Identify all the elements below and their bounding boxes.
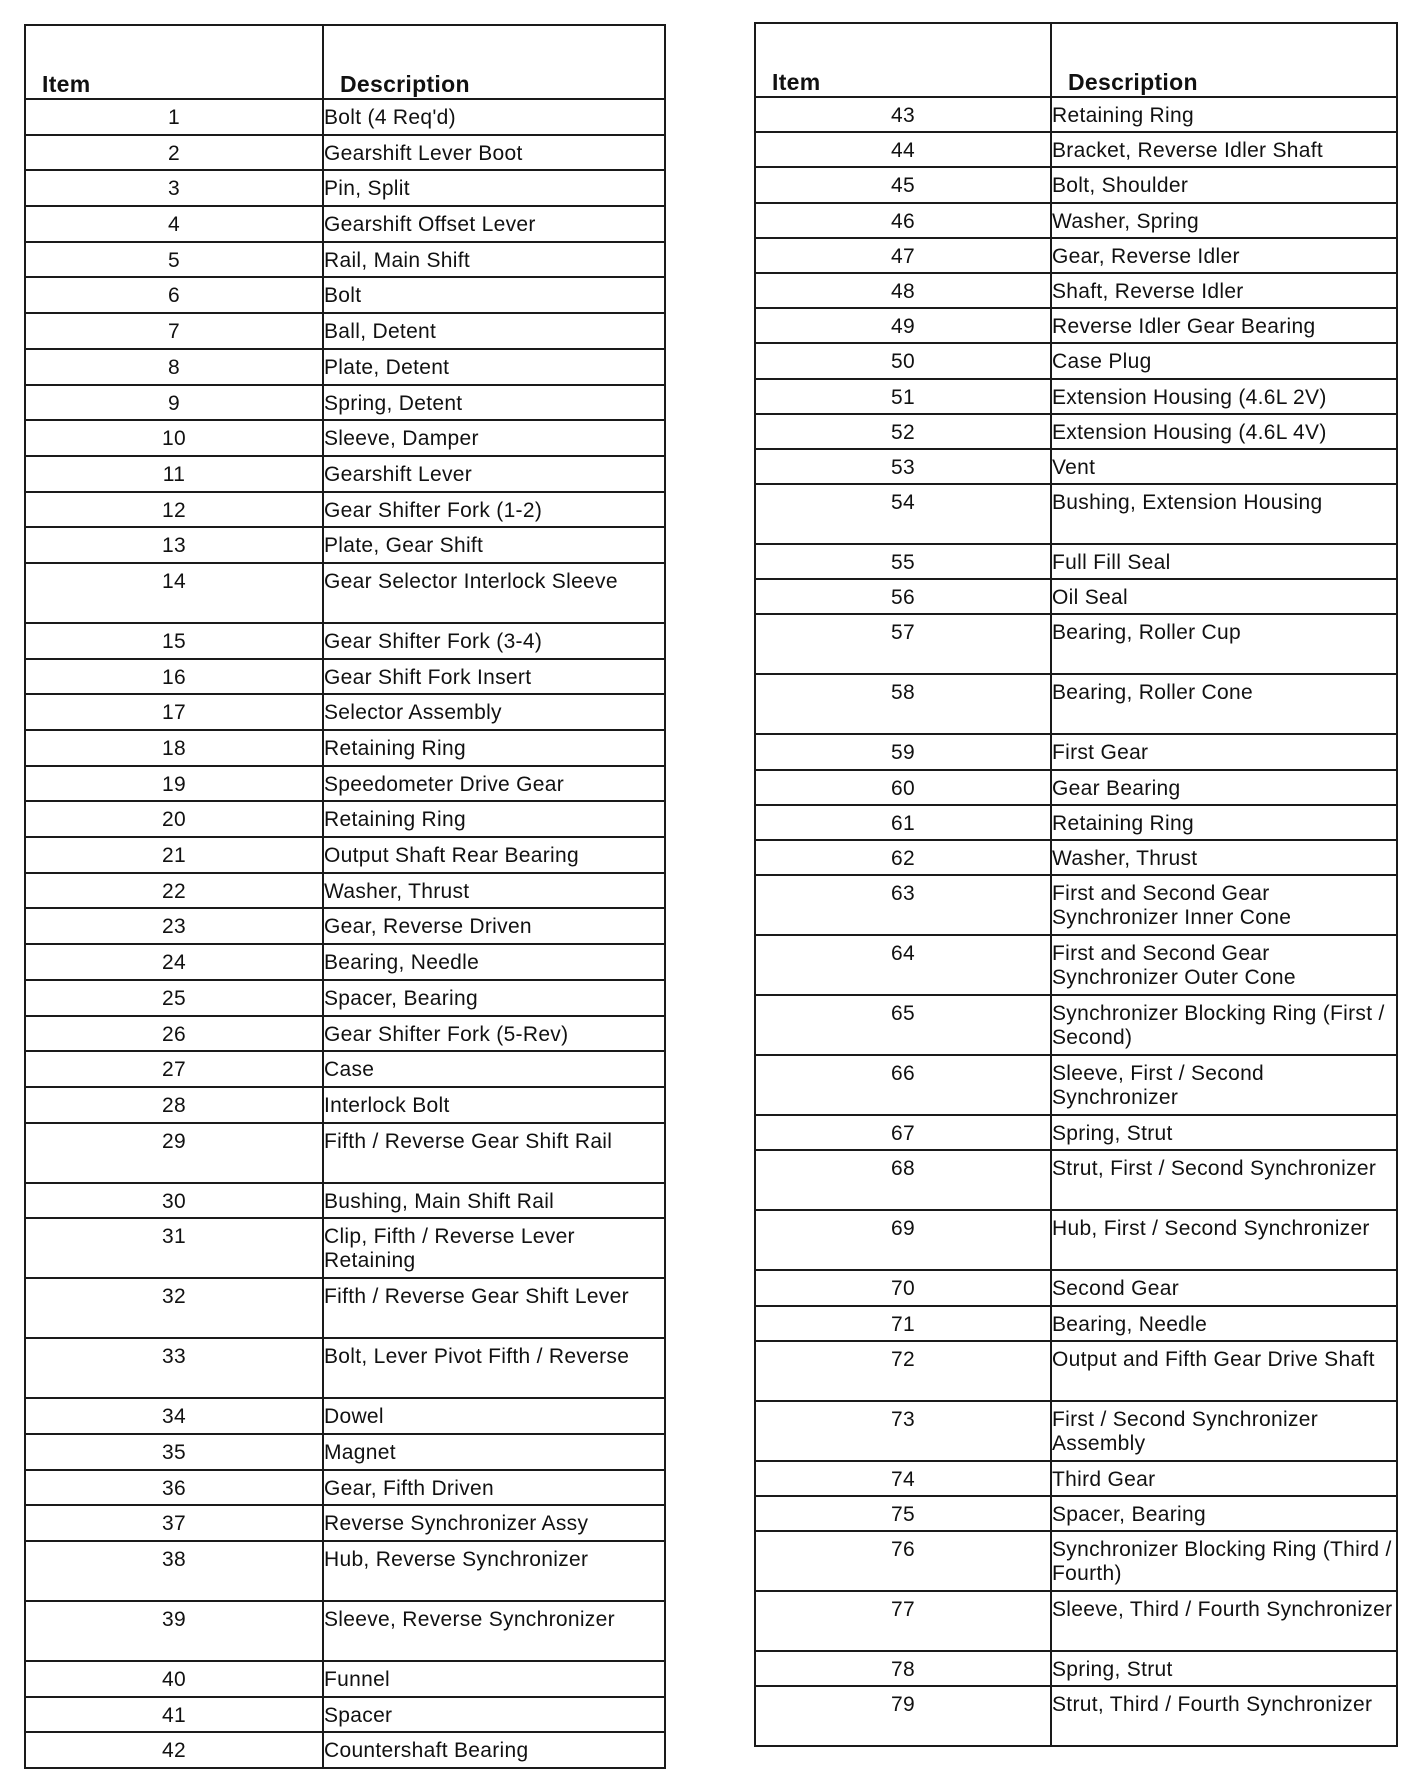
table-row bbox=[25, 1398, 665, 1434]
item-description: Bushing, Main Shift Rail bbox=[323, 1183, 665, 1219]
item-number: 25 bbox=[25, 980, 323, 1016]
item-description: First / Second Synchronizer Assembly bbox=[1051, 1401, 1397, 1461]
table-row bbox=[755, 1496, 1397, 1531]
item-number: 37 bbox=[25, 1505, 323, 1541]
item-description: Gear Selector Interlock Sleeve bbox=[323, 563, 665, 623]
item-description: Synchronizer Blocking Ring (First / Second) bbox=[1051, 995, 1397, 1055]
item-description: Extension Housing (4.6L 2V) bbox=[1051, 379, 1397, 414]
item-description: Gear Bearing bbox=[1051, 770, 1397, 805]
table-row bbox=[755, 614, 1397, 674]
item-description: Gear, Reverse Idler bbox=[1051, 238, 1397, 273]
table-row bbox=[25, 135, 665, 171]
item-number: 4 bbox=[25, 206, 323, 242]
item-number: 72 bbox=[755, 1341, 1051, 1401]
table-row bbox=[755, 1270, 1397, 1305]
column-header-item: Item bbox=[755, 23, 1051, 97]
item-number: 38 bbox=[25, 1541, 323, 1601]
table-row bbox=[755, 1306, 1397, 1341]
item-number: 6 bbox=[25, 277, 323, 313]
item-description: Washer, Spring bbox=[1051, 203, 1397, 238]
item-number: 31 bbox=[25, 1218, 323, 1278]
item-description: Synchronizer Blocking Ring (Third / Fourth) bbox=[1051, 1531, 1397, 1591]
item-number: 18 bbox=[25, 730, 323, 766]
item-description: Retaining Ring bbox=[1051, 97, 1397, 132]
item-description: Gear, Reverse Driven bbox=[323, 908, 665, 944]
item-number: 15 bbox=[25, 623, 323, 659]
table-row bbox=[755, 1115, 1397, 1150]
table-row bbox=[755, 544, 1397, 579]
item-number: 54 bbox=[755, 484, 1051, 544]
item-description: Oil Seal bbox=[1051, 579, 1397, 614]
table-row bbox=[755, 238, 1397, 273]
item-number: 27 bbox=[25, 1051, 323, 1087]
table-row bbox=[25, 1505, 665, 1541]
item-description: Output Shaft Rear Bearing bbox=[323, 837, 665, 873]
item-number: 9 bbox=[25, 385, 323, 421]
item-number: 60 bbox=[755, 770, 1051, 805]
table-row bbox=[755, 97, 1397, 132]
item-description: Hub, First / Second Synchronizer bbox=[1051, 1210, 1397, 1270]
item-number: 23 bbox=[25, 908, 323, 944]
item-number: 14 bbox=[25, 563, 323, 623]
item-description: Shaft, Reverse Idler bbox=[1051, 273, 1397, 308]
item-number: 61 bbox=[755, 805, 1051, 840]
item-number: 77 bbox=[755, 1591, 1051, 1651]
item-number: 52 bbox=[755, 414, 1051, 449]
table-row bbox=[25, 837, 665, 873]
item-description: Spring, Strut bbox=[1051, 1651, 1397, 1686]
table-row bbox=[755, 1591, 1397, 1651]
item-description: Funnel bbox=[323, 1661, 665, 1697]
table-row bbox=[25, 170, 665, 206]
item-number: 51 bbox=[755, 379, 1051, 414]
table-row bbox=[755, 995, 1397, 1055]
item-number: 68 bbox=[755, 1150, 1051, 1210]
item-description: Sleeve, Damper bbox=[323, 420, 665, 456]
item-number: 16 bbox=[25, 659, 323, 695]
item-number: 22 bbox=[25, 873, 323, 909]
item-description: Second Gear bbox=[1051, 1270, 1397, 1305]
item-number: 74 bbox=[755, 1461, 1051, 1496]
table-row bbox=[755, 1686, 1397, 1746]
item-description: Fifth / Reverse Gear Shift Rail bbox=[323, 1123, 665, 1183]
item-description: Full Fill Seal bbox=[1051, 544, 1397, 579]
item-description: Dowel bbox=[323, 1398, 665, 1434]
table-row bbox=[25, 456, 665, 492]
item-number: 57 bbox=[755, 614, 1051, 674]
item-number: 41 bbox=[25, 1697, 323, 1733]
item-number: 8 bbox=[25, 349, 323, 385]
item-description: Washer, Thrust bbox=[323, 873, 665, 909]
item-number: 21 bbox=[25, 837, 323, 873]
item-description: Retaining Ring bbox=[323, 801, 665, 837]
table-row bbox=[25, 944, 665, 980]
table-row bbox=[25, 1183, 665, 1219]
table-row bbox=[25, 908, 665, 944]
table-row bbox=[755, 167, 1397, 202]
parts-table-right bbox=[754, 22, 1398, 1747]
item-number: 43 bbox=[755, 97, 1051, 132]
item-number: 69 bbox=[755, 1210, 1051, 1270]
table-row bbox=[755, 805, 1397, 840]
item-description: Case Plug bbox=[1051, 343, 1397, 378]
table-row bbox=[25, 420, 665, 456]
column-header-description: Description bbox=[323, 25, 665, 99]
item-description: Gear Shifter Fork (3-4) bbox=[323, 623, 665, 659]
item-number: 62 bbox=[755, 840, 1051, 875]
item-description: Gearshift Lever Boot bbox=[323, 135, 665, 171]
table-row bbox=[25, 1016, 665, 1052]
table-row bbox=[755, 1531, 1397, 1591]
table-row bbox=[755, 308, 1397, 343]
item-number: 36 bbox=[25, 1470, 323, 1506]
table-row bbox=[25, 1338, 665, 1398]
item-description: Spacer, Bearing bbox=[1051, 1496, 1397, 1531]
item-number: 5 bbox=[25, 242, 323, 278]
item-description: Spacer, Bearing bbox=[323, 980, 665, 1016]
table-row bbox=[25, 385, 665, 421]
item-description: Vent bbox=[1051, 449, 1397, 484]
item-description: Bearing, Roller Cup bbox=[1051, 614, 1397, 674]
item-description: Clip, Fifth / Reverse Lever Retaining bbox=[323, 1218, 665, 1278]
table-row bbox=[755, 1401, 1397, 1461]
item-number: 59 bbox=[755, 734, 1051, 769]
table-row bbox=[25, 980, 665, 1016]
item-description: Gearshift Offset Lever bbox=[323, 206, 665, 242]
table-row bbox=[755, 875, 1397, 935]
item-number: 10 bbox=[25, 420, 323, 456]
item-description: Magnet bbox=[323, 1434, 665, 1470]
item-number: 75 bbox=[755, 1496, 1051, 1531]
item-number: 50 bbox=[755, 343, 1051, 378]
item-description: Ball, Detent bbox=[323, 313, 665, 349]
table-row bbox=[755, 840, 1397, 875]
table-row bbox=[25, 349, 665, 385]
item-description: First and Second Gear Synchronizer Inner Cone bbox=[1051, 875, 1397, 935]
item-description: Fifth / Reverse Gear Shift Lever bbox=[323, 1278, 665, 1338]
item-number: 30 bbox=[25, 1183, 323, 1219]
item-description: First Gear bbox=[1051, 734, 1397, 769]
table-row bbox=[755, 770, 1397, 805]
table-row bbox=[25, 1601, 665, 1661]
item-description: Reverse Idler Gear Bearing bbox=[1051, 308, 1397, 343]
item-description: Bearing, Needle bbox=[1051, 1306, 1397, 1341]
item-number: 17 bbox=[25, 694, 323, 730]
item-description: Third Gear bbox=[1051, 1461, 1397, 1496]
table-row bbox=[25, 277, 665, 313]
item-description: First and Second Gear Synchronizer Outer Cone bbox=[1051, 935, 1397, 995]
table-row bbox=[755, 414, 1397, 449]
table-row bbox=[25, 492, 665, 528]
table-row bbox=[25, 1087, 665, 1123]
table-row bbox=[25, 659, 665, 695]
table-row bbox=[25, 1434, 665, 1470]
item-description: Spring, Strut bbox=[1051, 1115, 1397, 1150]
item-number: 55 bbox=[755, 544, 1051, 579]
item-description: Selector Assembly bbox=[323, 694, 665, 730]
item-number: 67 bbox=[755, 1115, 1051, 1150]
table-row bbox=[25, 1697, 665, 1733]
table-row bbox=[25, 1661, 665, 1697]
item-number: 11 bbox=[25, 456, 323, 492]
item-number: 33 bbox=[25, 1338, 323, 1398]
table-row bbox=[755, 1210, 1397, 1270]
table-row bbox=[25, 1541, 665, 1601]
table-row bbox=[25, 527, 665, 563]
item-number: 45 bbox=[755, 167, 1051, 202]
item-description: Sleeve, Reverse Synchronizer bbox=[323, 1601, 665, 1661]
item-description: Speedometer Drive Gear bbox=[323, 766, 665, 802]
item-description: Washer, Thrust bbox=[1051, 840, 1397, 875]
item-number: 70 bbox=[755, 1270, 1051, 1305]
parts-table-left bbox=[24, 24, 666, 1769]
table-row bbox=[755, 1150, 1397, 1210]
item-description: Plate, Detent bbox=[323, 349, 665, 385]
item-description: Strut, Third / Fourth Synchronizer bbox=[1051, 1686, 1397, 1746]
item-number: 26 bbox=[25, 1016, 323, 1052]
table-row bbox=[755, 343, 1397, 378]
item-description: Case bbox=[323, 1051, 665, 1087]
item-number: 56 bbox=[755, 579, 1051, 614]
table-row bbox=[755, 203, 1397, 238]
table-row bbox=[755, 1461, 1397, 1496]
table-row bbox=[25, 1732, 665, 1768]
table-row bbox=[25, 730, 665, 766]
table-row bbox=[25, 206, 665, 242]
table-row bbox=[25, 1470, 665, 1506]
item-description: Gear Shifter Fork (5-Rev) bbox=[323, 1016, 665, 1052]
item-description: Strut, First / Second Synchronizer bbox=[1051, 1150, 1397, 1210]
item-number: 7 bbox=[25, 313, 323, 349]
item-number: 44 bbox=[755, 132, 1051, 167]
item-description: Spring, Detent bbox=[323, 385, 665, 421]
table-row bbox=[25, 1051, 665, 1087]
item-number: 78 bbox=[755, 1651, 1051, 1686]
item-description: Rail, Main Shift bbox=[323, 242, 665, 278]
item-number: 63 bbox=[755, 875, 1051, 935]
item-description: Retaining Ring bbox=[323, 730, 665, 766]
item-number: 12 bbox=[25, 492, 323, 528]
table-header-row bbox=[755, 23, 1397, 97]
item-description: Hub, Reverse Synchronizer bbox=[323, 1541, 665, 1601]
item-number: 32 bbox=[25, 1278, 323, 1338]
item-description: Interlock Bolt bbox=[323, 1087, 665, 1123]
item-number: 79 bbox=[755, 1686, 1051, 1746]
table-row bbox=[25, 623, 665, 659]
item-description: Gear, Fifth Driven bbox=[323, 1470, 665, 1506]
item-number: 29 bbox=[25, 1123, 323, 1183]
item-description: Output and Fifth Gear Drive Shaft bbox=[1051, 1341, 1397, 1401]
item-description: Bracket, Reverse Idler Shaft bbox=[1051, 132, 1397, 167]
item-number: 46 bbox=[755, 203, 1051, 238]
item-description: Sleeve, Third / Fourth Synchronizer bbox=[1051, 1591, 1397, 1651]
item-description: Bolt, Shoulder bbox=[1051, 167, 1397, 202]
table-row bbox=[755, 484, 1397, 544]
table-row bbox=[25, 313, 665, 349]
table-row bbox=[25, 1218, 665, 1278]
item-number: 1 bbox=[25, 99, 323, 135]
item-description: Pin, Split bbox=[323, 170, 665, 206]
item-number: 66 bbox=[755, 1055, 1051, 1115]
item-number: 39 bbox=[25, 1601, 323, 1661]
item-number: 24 bbox=[25, 944, 323, 980]
item-description: Bolt, Lever Pivot Fifth / Reverse bbox=[323, 1338, 665, 1398]
item-description: Bearing, Roller Cone bbox=[1051, 674, 1397, 734]
table-row bbox=[755, 579, 1397, 614]
item-description: Gear Shifter Fork (1-2) bbox=[323, 492, 665, 528]
item-number: 76 bbox=[755, 1531, 1051, 1591]
table-row bbox=[25, 694, 665, 730]
item-number: 47 bbox=[755, 238, 1051, 273]
table-row bbox=[25, 242, 665, 278]
item-description: Retaining Ring bbox=[1051, 805, 1397, 840]
item-description: Bolt (4 Req'd) bbox=[323, 99, 665, 135]
item-number: 65 bbox=[755, 995, 1051, 1055]
item-number: 58 bbox=[755, 674, 1051, 734]
table-row bbox=[25, 766, 665, 802]
item-number: 49 bbox=[755, 308, 1051, 343]
column-header-description: Description bbox=[1051, 23, 1397, 97]
item-number: 2 bbox=[25, 135, 323, 171]
item-description: Countershaft Bearing bbox=[323, 1732, 665, 1768]
item-description: Spacer bbox=[323, 1697, 665, 1733]
table-row bbox=[755, 1341, 1397, 1401]
item-number: 28 bbox=[25, 1087, 323, 1123]
item-description: Bushing, Extension Housing bbox=[1051, 484, 1397, 544]
item-description: Bolt bbox=[323, 277, 665, 313]
item-description: Sleeve, First / Second Synchronizer bbox=[1051, 1055, 1397, 1115]
item-description: Extension Housing (4.6L 4V) bbox=[1051, 414, 1397, 449]
table-header-row bbox=[25, 25, 665, 99]
item-number: 64 bbox=[755, 935, 1051, 995]
item-number: 13 bbox=[25, 527, 323, 563]
item-description: Bearing, Needle bbox=[323, 944, 665, 980]
item-description: Plate, Gear Shift bbox=[323, 527, 665, 563]
item-number: 20 bbox=[25, 801, 323, 837]
table-row bbox=[755, 1651, 1397, 1686]
item-description: Gearshift Lever bbox=[323, 456, 665, 492]
table-row bbox=[755, 935, 1397, 995]
item-number: 53 bbox=[755, 449, 1051, 484]
item-description: Gear Shift Fork Insert bbox=[323, 659, 665, 695]
item-number: 42 bbox=[25, 1732, 323, 1768]
table-row bbox=[25, 1123, 665, 1183]
table-row bbox=[25, 563, 665, 623]
column-header-item: Item bbox=[25, 25, 323, 99]
table-row bbox=[755, 1055, 1397, 1115]
item-description: Reverse Synchronizer Assy bbox=[323, 1505, 665, 1541]
table-row bbox=[755, 379, 1397, 414]
item-number: 3 bbox=[25, 170, 323, 206]
item-number: 35 bbox=[25, 1434, 323, 1470]
table-row bbox=[25, 801, 665, 837]
table-row bbox=[25, 873, 665, 909]
item-number: 34 bbox=[25, 1398, 323, 1434]
table-row bbox=[755, 674, 1397, 734]
item-number: 19 bbox=[25, 766, 323, 802]
item-number: 73 bbox=[755, 1401, 1051, 1461]
table-row bbox=[25, 1278, 665, 1338]
table-row bbox=[755, 273, 1397, 308]
item-number: 40 bbox=[25, 1661, 323, 1697]
item-number: 71 bbox=[755, 1306, 1051, 1341]
table-row bbox=[25, 99, 665, 135]
table-row bbox=[755, 734, 1397, 769]
table-row bbox=[755, 449, 1397, 484]
table-row bbox=[755, 132, 1397, 167]
item-number: 48 bbox=[755, 273, 1051, 308]
